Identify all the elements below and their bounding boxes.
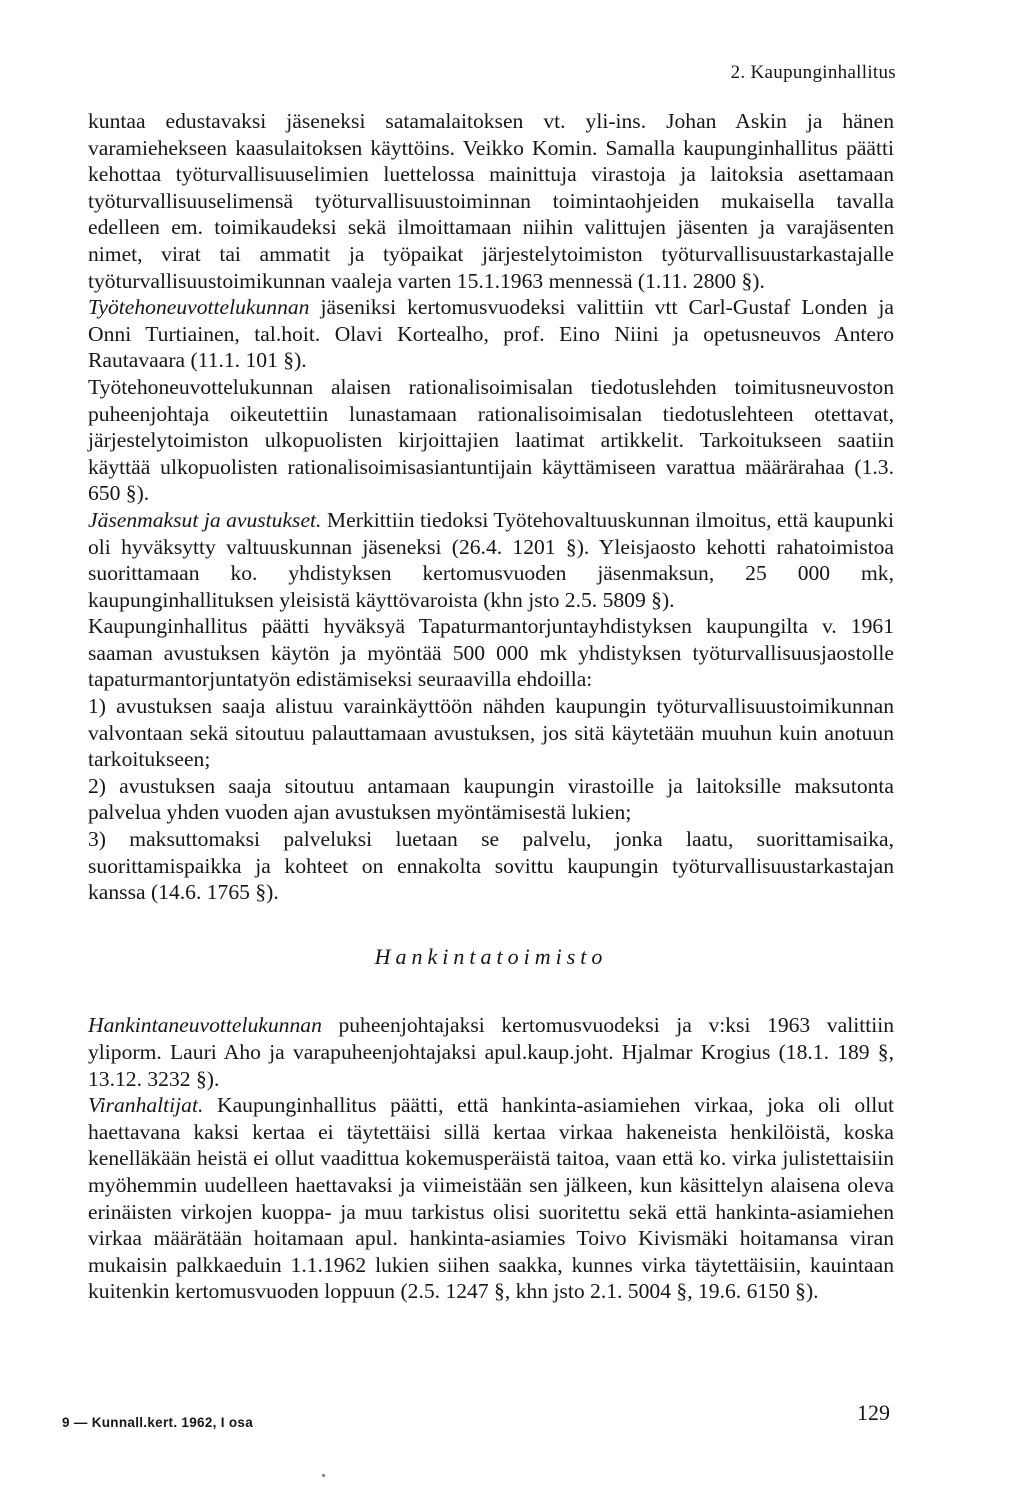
paragraph-text: kuntaa edustavaksi jäseneksi satamalaitoksen vt. yli-ins. Johan Askin ja hänen varamiehekseen kaasulaitoksen käyttöins. Veikko Komin. Samalla kaupunginhallitus päätti kehottaa työturvallisuuselimien luettelossa mainittuja virastoja ja laitoksia asettamaan työturvallisuuselimensä työturvallisuustoiminnan toimintaohjeiden mukaisella tavalla edelleen em. toimikaudeksi sekä ilmoittamaan niihin valittujen jäsenten ja varajäsenten nimet, virat tai ammatit ja työpaikat järjestelytoimiston työturvallisuustarkastajalle työturvallisuustoimikunnan vaaleja varten 15.1.1963 mennessä (1.11. 2800 §). [88,109,894,293]
paragraph [88,374,894,507]
paragraph-text: puheenjohtajaksi kertomusvuodeksi ja v:ksi 1963 valittiin yliporm. Lauri Aho ja varapuheenjohtajaksi apul.kaup.joht. Hjalmar Krogius (18.1. 189 §, 13.12. 3232 §). [88,1013,894,1091]
paragraph [88,1012,894,1092]
condition-item: 1) avustuksen saaja alistuu varainkäyttöön nähden kaupungin työturvallisuustoimikunnan valvontaan sekä sitoutuu palauttamaan avustuksen, jos sitä käytetään muuhun kuin anotuun tarkoitukseen; [88,694,894,772]
paragraph-text: Merkittiin tiedoksi Työtehovaltuuskunnan ilmoitus, että kaupunki oli hyväksytty valtuuskunnan jäseneksi (26.4. 1201 §). Yleisjaosto kehotti rahatoimistoa suorittamaan ko. yhdistyksen kertomusvuoden jäsenmaksun, 25 000 mk, kaupunginhallituksen yleisistä käyttövaroista (khn jsto 2.5. 5809 §). [88,507,894,612]
paragraph-lead: Hankintaneuvottelukunnan [88,1013,322,1038]
paragraph-lead: Työtehoneuvottelukunnan [88,295,310,320]
paragraph-text: jäseniksi kertomusvuodeksi valittiin vtt Carl-Gustaf Londen ja Onni Turtiainen, tal.hoit. Olavi Kortealho, prof. Eino Niini ja opetusneuvos Antero Rautavaara (11.1. 101 §). [88,295,894,373]
print-speck [322,1474,325,1477]
paragraph-text: Kaupunginhallitus päätti hyväksyä Tapaturmantorjuntayhdistyksen kaupungilta v. 1961 saaman avustuksen käytön ja myöntää 500 000 mk yhdistyksen työturvallisuusjaostolle tapaturmantorjuntatyön edistämiseksi seuraavilla ehdoilla: [88,614,894,692]
condition-item: 3) maksuttomaksi palveluksi luetaan se palvelu, jonka laatu, suorittamisaika, suorittamispaikka ja kohteet on ennakolta sovittu kaupungin työturvallisuustarkastajan kanssa (14.6. 1765 §). [88,827,894,905]
section-heading: Hankintatoimisto [374,943,608,969]
paragraph-lead: Viranhaltijat. [88,1093,204,1118]
paragraph [88,294,894,374]
page-number: 129 [857,1400,890,1425]
paragraph-text: Työtehoneuvottelukunnan alaisen rationalisoimisalan tiedotuslehden toimitusneuvoston puheenjohtaja oikeutettiin lunastamaan rationalisoimisalan tiedotuslehteen otettavat, järjestelytoimiston ulkopuolisten kirjoittajien laatimat artikkelit. Tarkoitukseen saatiin käyttää ulkopuolisten rationalisoimisasiantuntijain käyttämiseen varattua määrärahaa (1.3. 650 §). [88,374,894,506]
paragraph-lead: Jäsenmaksut ja avustukset. [88,507,322,532]
body-text [88,108,894,1305]
paragraph [88,613,894,693]
running-head: 2. Kaupunginhallitus [730,62,896,83]
paragraph [88,108,894,294]
paragraph-text: Kaupunginhallitus päätti, että hankinta-asiamiehen virkaa, joka oli ollut haettavana kaksi kertaa ei täytettäisi sillä kertaa virkaa hakeneista henkilöistä, koska kenelläkään heistä ei ollut vaadittua kokemusperäistä taitoa, vaan että ko. virka julistettaisiin myöhemmin uudelleen haettavaksi ja viimeistään sen jälkeen, kun käsittelyn alaisena oleva erinäisten virkojen kuoppa- ja muu tarkistus olisi suoritettu sekä että hankinta-asiamiehen virkaa määrätään hoitamaan apul. hankinta-asiamies Toivo Kivismäki hoitamansa viran mukaisin palkkaeduin 1.1.1962 lukien siihen saakka, kunnes virka täytettäisiin, kauintaan kuitenkin kertomusvuoden loppuun (2.5. 1247 §, khn jsto 2.1. 5004 §, 19.6. 6150 §). [88,1093,894,1304]
condition-item: 2) avustuksen saaja sitoutuu antamaan kaupungin virastoille ja laitoksille maksutonta palvelua yhden vuoden ajan avustuksen myöntämisestä lukien; [88,773,894,825]
footer-signature: 9 — Kunnall.kert. 1962, I osa [62,1415,254,1430]
paragraph [88,507,894,613]
paragraph [88,1092,894,1305]
